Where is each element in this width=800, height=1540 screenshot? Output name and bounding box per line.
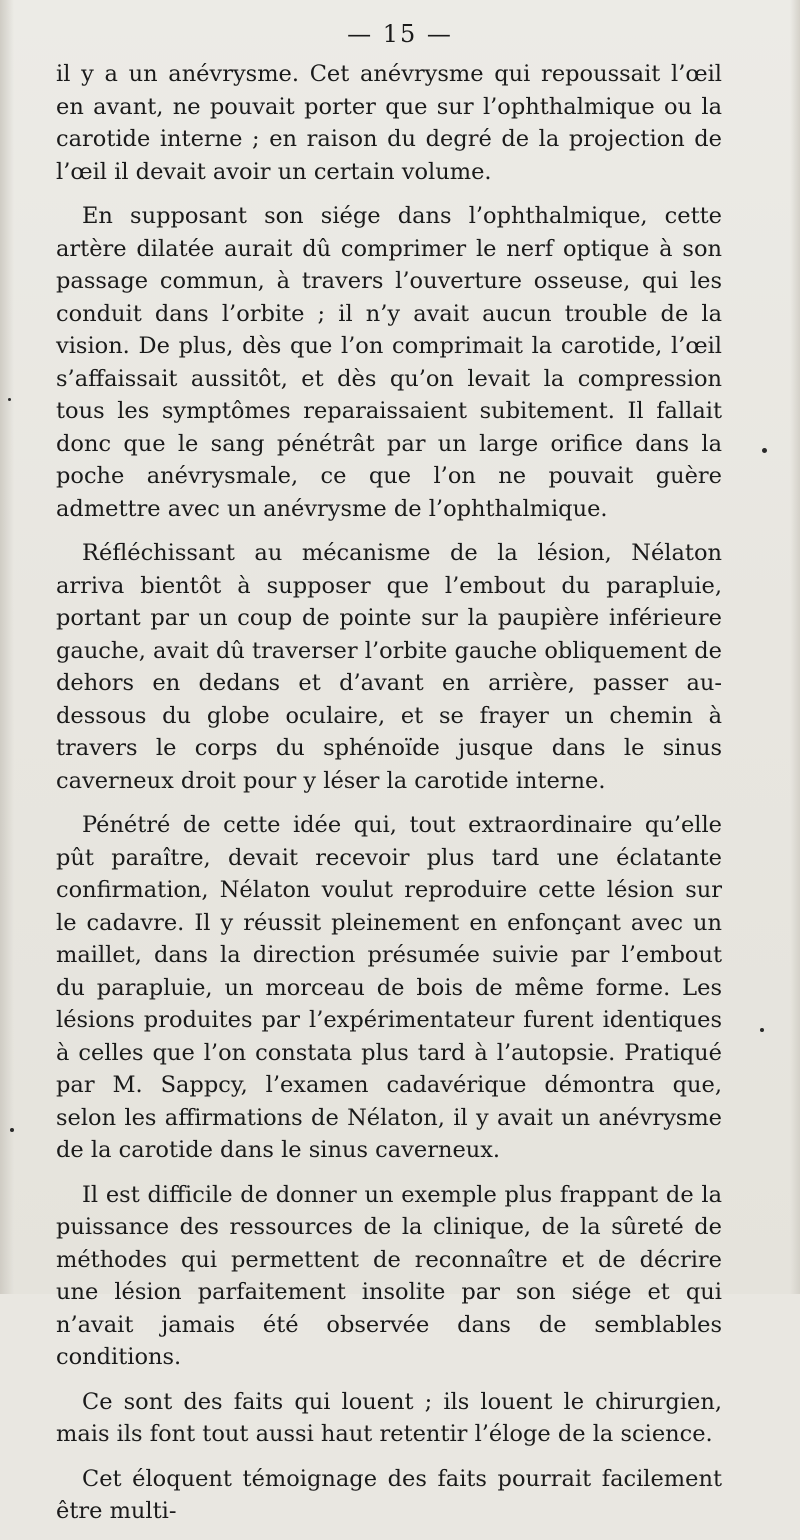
- paragraph-5: Il est difficile de donner un exemple plus frappant de la puissance des ressources de la clinique, de la sûreté de méthodes qui permettent de reconnaître et de décrire une lésion parfaitement insolite par son siége et qui n’avait jamais été observée dans de semblables conditions.: [56, 1181, 722, 1370]
- ink-speck: [760, 1028, 764, 1032]
- paragraph-7: Cet éloquent témoignage des faits pourrait facilement être multi-: [56, 1465, 722, 1524]
- ink-speck: [8, 398, 11, 401]
- page-number: — 15 —: [347, 20, 453, 48]
- paragraph-2: En supposant son siége dans l’ophthalmique, cette artère dilatée aurait dû comprimer le nerf optique à son passage commun, à travers l’ouverture osseuse, qui les conduit dans l’orbite ; il n’y avait aucun trouble de la vision. De plus, dès que l’on comprimait la carotide, l’œil s’affaissait aussitôt, et dès qu’on levait la compression tous les symptômes reparaissaient subitement. Il fallait donc que le sang pénétrât par un large orifice dans la poche anévrysmale, ce que l’on ne pouvait guère admettre avec un anévrysme de l’ophthalmique.: [56, 203, 722, 522]
- page-edge-shadow-left: [0, 0, 14, 1294]
- paragraph-3: Réfléchissant au mécanisme de la lésion, Nélaton arriva bientôt à supposer que l’embout du parapluie, portant par un coup de pointe sur la paupière inférieure gauche, avait dû traverser l’orbite gauche obliquement de dehors en dedans et d’avant en arrière, passer au-dessous du globe oculaire, et se frayer un chemin à travers le corps du sphénoïde jusque dans le sinus caverneux droit pour y léser la carotide interne.: [56, 540, 722, 794]
- paragraph-4: Pénétré de cette idée qui, tout extraordinaire qu’elle pût paraître, devait recevoir plus tard une éclatante confirmation, Nélaton voulut reproduire cette lésion sur le cadavre. Il y réussit pleinement en enfonçant avec un maillet, dans la direction présumée suivie par l’embout du parapluie, un morceau de bois de même forme. Les lésions produites par l’expérimentateur furent identiques à celles que l’on constata plus tard à l’autopsie. Pratiqué par M. Sappcy, l’examen cadavérique démontra que, selon les affirmations de Nélaton, il y avait un anévrysme de la carotide dans le sinus caverneux.: [56, 812, 722, 1163]
- page-edge-shadow-right: [790, 0, 800, 1294]
- paragraph-6: Ce sont des faits qui louent ; ils louent le chirurgien, mais ils font tout aussi haut retentir l’éloge de la science.: [56, 1388, 722, 1447]
- body-text: [56, 58, 722, 1540]
- ink-speck: [762, 448, 767, 453]
- paragraph-1-continued: il y a un anévrysme. Cet anévrysme qui repoussait l’œil en avant, ne pouvait porter que sur l’ophthalmique ou la carotide interne ; en raison du degré de la projection de l’œil il devait avoir un certain volume.: [56, 61, 722, 185]
- ink-speck: [10, 1128, 14, 1132]
